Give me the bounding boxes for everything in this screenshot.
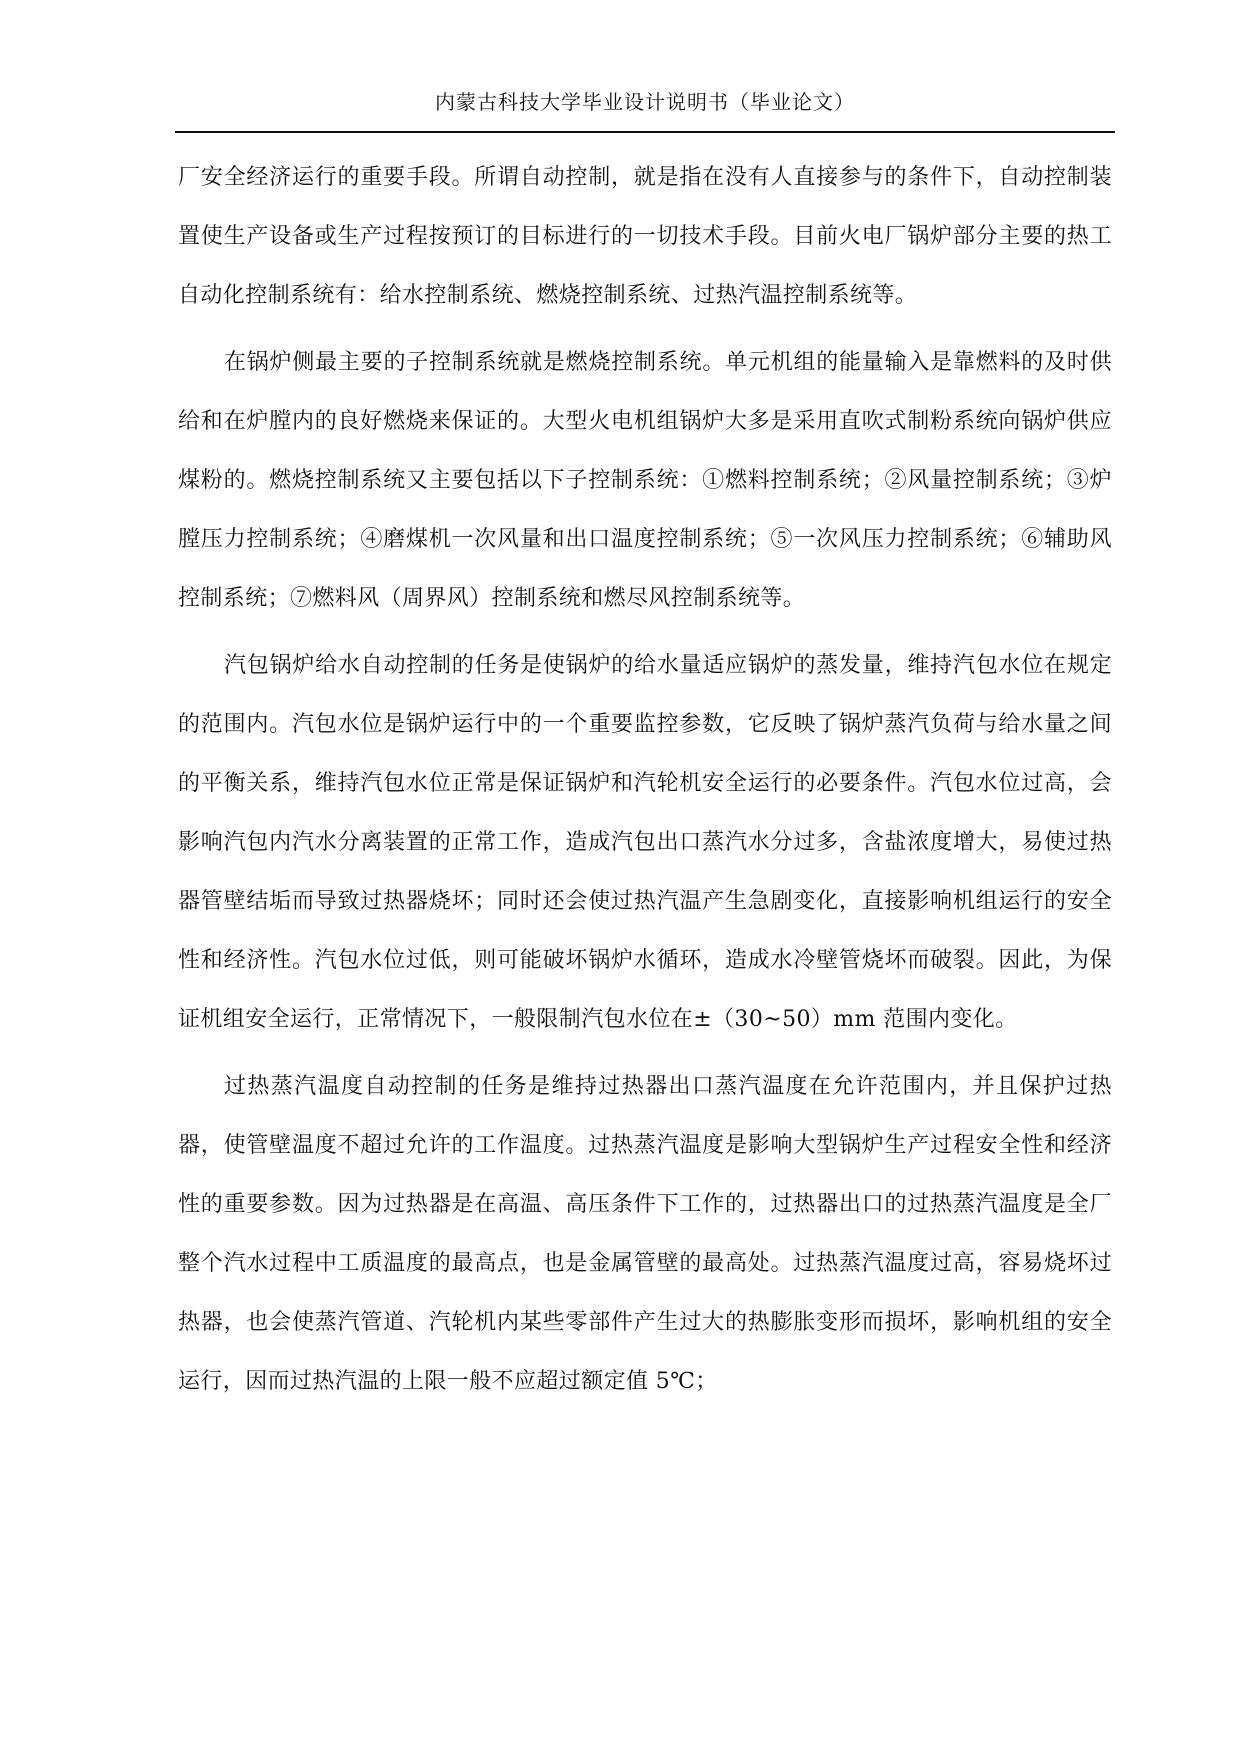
paragraph-combustion-control: 在锅炉侧最主要的子控制系统就是燃烧控制系统。单元机组的能量输入是靠燃料的及时供给和在炉膛内的良好燃烧来保证的。大型火电机组锅炉大多是采用直吹式制粉系统向锅炉供应煤粉的。燃烧控制系统又主要包括以下子控制系统：①燃料控制系统；②风量控制系统；③炉膛压力控制系统；④磨煤机一次风量和出口温度控制系统；⑤一次风压力控制系统；⑥辅助风控制系统；⑦燃料风（周界风）控制系统和燃尽风控制系统等。 [178,350,1112,611]
running-header: 内蒙古科技大学毕业设计说明书（毕业论文） [435,90,855,114]
header-divider [175,131,1115,133]
paragraph-superheated-steam-temperature: 过热蒸汽温度自动控制的任务是维持过热器出口蒸汽温度在允许范围内，并且保护过热器，使管壁温度不超过允许的工作温度。过热蒸汽温度是影响大型锅炉生产过程安全性和经济性的重要参数。因为过热器是在高温、高压条件下工作的，过热器出口的过热蒸汽温度是全厂整个汽水过程中工质温度的最高点，也是金属管壁的最高处。过热蒸汽温度过高，容易烧坏过热器，也会使蒸汽管道、汽轮机内某些零部件产生过大的热膨胀变形而损坏，影响机组的安全运行，因而过热汽温的上限一般不应超过额定值 5℃； [178,1074,1112,1394]
paragraph-feedwater-control: 汽包锅炉给水自动控制的任务是使锅炉的给水量适应锅炉的蒸发量，维持汽包水位在规定的范围内。汽包水位是锅炉运行中的一个重要监控参数，它反映了锅炉蒸汽负荷与给水量之间的平衡关系，维持汽包水位正常是保证锅炉和汽轮机安全运行的必要条件。汽包水位过高，会影响汽包内汽水分离装置的正常工作，造成汽包出口蒸汽水分过多，含盐浓度增大，易使过热器管壁结垢而导致过热器烧坏；同时还会使过热汽温产生急剧变化，直接影响机组运行的安全性和经济性。汽包水位过低，则可能破坏锅炉水循环，造成水冷壁管烧坏而破裂。因此，为保证机组安全运行，正常情况下，一般限制汽包水位在±（30~50）mm 范围内变化。 [178,653,1112,1032]
paragraph-continued: 厂安全经济运行的重要手段。所谓自动控制，就是指在没有人直接参与的条件下，自动控制装置使生产设备或生产过程按预订的目标进行的一切技术手段。目前火电厂锅炉部分主要的热工自动化控制系统有：给水控制系统、燃烧控制系统、过热汽温控制系统等。 [178,165,1112,308]
body-text [178,148,1112,1411]
